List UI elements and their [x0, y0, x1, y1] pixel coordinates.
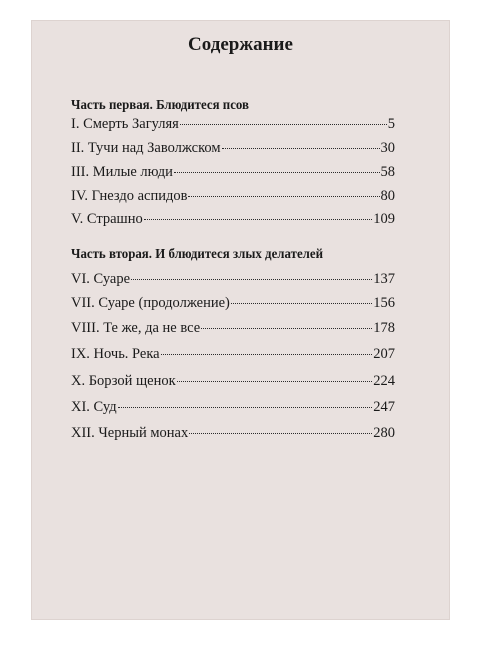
toc-entry-page: 224	[373, 373, 395, 389]
dot-leader	[188, 196, 379, 197]
toc-entry-title: IV. Гнездо аспидов	[71, 188, 188, 204]
toc-entry-title: X. Борзой щенок	[71, 373, 176, 389]
dot-leader	[174, 172, 380, 173]
toc-entry-title: II. Тучи над Заволжском	[71, 140, 221, 156]
toc-entry-page: 156	[373, 295, 395, 311]
toc-entry-page: 178	[373, 320, 395, 336]
book-page	[31, 20, 450, 620]
toc-entry	[71, 139, 395, 157]
dot-leader	[144, 219, 373, 220]
part-two-heading: Часть вторая. И блюдитеся злых делателей	[71, 247, 324, 262]
toc-entry-page: 30	[380, 140, 395, 156]
dot-leader	[201, 328, 372, 329]
toc-entry	[71, 115, 395, 133]
toc-entry	[71, 398, 395, 416]
toc-entry	[71, 294, 395, 312]
toc-entry-page: 247	[373, 399, 395, 415]
dot-leader	[177, 381, 373, 382]
toc-entry	[71, 424, 395, 442]
page-title: Содержание	[188, 34, 293, 55]
dot-leader	[180, 124, 387, 125]
toc-entry-page: 80	[380, 188, 395, 204]
toc-entry	[71, 270, 395, 288]
toc-entry-title: XI. Суд	[71, 399, 117, 415]
toc-entry-title: VII. Суаре (продолжение)	[71, 295, 230, 311]
toc-entry-title: VI. Суаре	[71, 271, 131, 287]
toc-entry-title: IX. Ночь. Река	[71, 346, 160, 362]
toc-entry-page: 5	[387, 116, 395, 132]
toc-entry-title: I. Смерть Загуляя	[71, 116, 179, 132]
toc-entry	[71, 210, 395, 228]
dot-leader	[222, 148, 380, 149]
toc-entry	[71, 319, 395, 337]
toc-entry-title: XII. Черный монах	[71, 425, 189, 441]
dot-leader	[131, 279, 372, 280]
toc-entry-title: VIII. Те же, да не все	[71, 320, 201, 336]
toc-entry	[71, 345, 395, 363]
dot-leader	[161, 354, 373, 355]
dot-leader	[118, 407, 373, 408]
toc-entry-page: 58	[380, 164, 395, 180]
dot-leader	[231, 303, 372, 304]
dot-leader	[189, 433, 372, 434]
toc-entry-page: 207	[373, 346, 395, 362]
toc-entry-page: 280	[373, 425, 395, 441]
toc-entry	[71, 187, 395, 205]
part-one-heading: Часть первая. Блюдитеся псов	[71, 98, 250, 113]
toc-entry-page: 109	[373, 211, 395, 227]
toc-entry-title: V. Страшно	[71, 211, 143, 227]
toc-entry	[71, 372, 395, 390]
toc-entry-title: III. Милые люди	[71, 164, 173, 180]
toc-entry	[71, 163, 395, 181]
toc-entry-page: 137	[373, 271, 395, 287]
